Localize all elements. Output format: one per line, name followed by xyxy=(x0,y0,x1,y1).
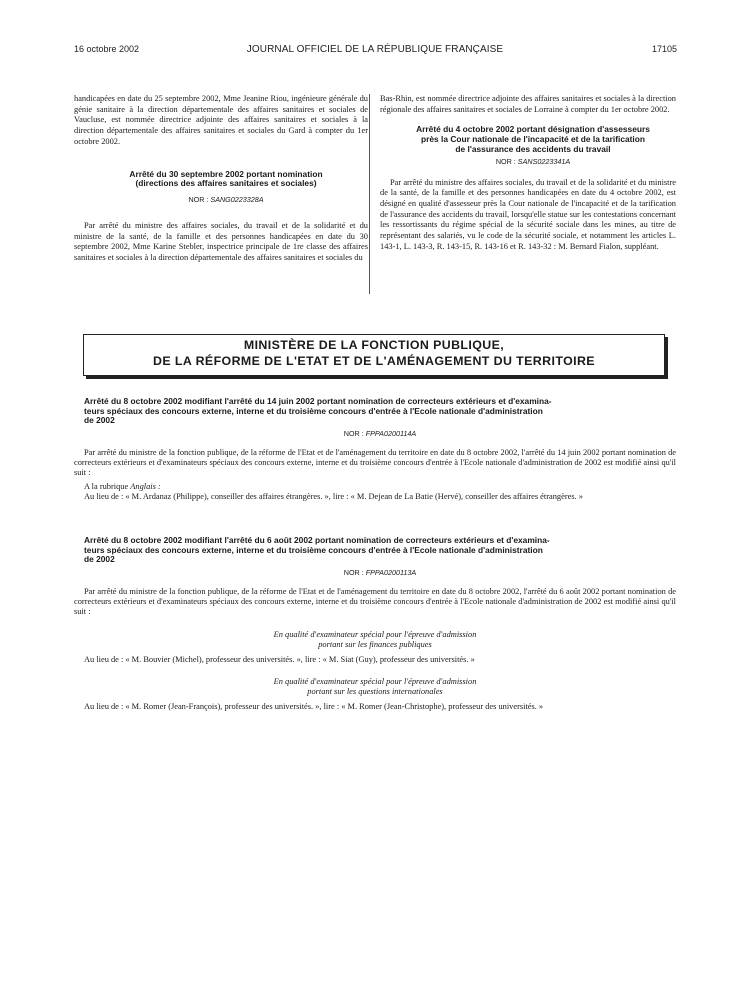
arrete-b-title-3: de 2002 xyxy=(84,554,115,565)
right-nor xyxy=(380,157,676,168)
left-arrete-title-2: (directions des affaires sanitaires et sociales) xyxy=(135,178,317,189)
arrete-a-paragraph-1: Par arrêté du ministre de la fonction publique, de la réforme de l'Etat et de l'aménagement du territoire en date du 8 octobre 2002, l'arrêté du 14 juin 2002 portant nomination de correcteurs extérieurs et d'examinateurs spéciaux des concours externe, interne et du troisième concours d'entrée à l'Ecole nationale d'administration de 2002 est modifié ainsi qu'il suit : xyxy=(74,447,676,478)
left-nor-code: SANG0223328A xyxy=(210,195,264,205)
arrete-b-italic-heading-1a: En qualité d'examinateur spécial pour l'épreuve d'admission xyxy=(273,629,477,639)
arrete-b-paragraph-2: Au lieu de : « M. Bouvier (Michel), professeur des universités. », lire : « M. Siat (Guy), professeur des universités. » xyxy=(84,654,475,664)
arrete-a-section xyxy=(74,397,676,502)
ministry-heading-line-1: MINISTÈRE DE LA FONCTION PUBLIQUE, xyxy=(243,338,505,352)
arrete-a-nor xyxy=(74,429,676,439)
arrete-b-italic-heading-2b: portant sur les questions internationales xyxy=(307,686,443,696)
right-column xyxy=(380,94,676,252)
header-title: JOURNAL OFFICIEL DE LA RÉPUBLIQUE FRANÇAISE xyxy=(246,44,504,55)
left-paragraph-1: handicapées en date du 25 septembre 2002, Mme Jeanine Riou, ingénieure générale du génie sanitaire à la direction départementale des affaires sanitaires et sociales de Vaucluse, est nommée directrice adjointe des affaires sanitaires et sociales à la direction départementale des affaires sanitaires et sociales du Gard à compter du 1er octobre 2002. xyxy=(74,94,368,146)
ministry-heading-box xyxy=(83,334,665,376)
left-nor-label: NOR : xyxy=(188,195,211,205)
arrete-a-rubrique-prefix: A la rubrique xyxy=(84,481,131,491)
left-column xyxy=(74,94,368,264)
arrete-b-nor-label: NOR : xyxy=(343,567,366,577)
right-arrete-title-2: près la Cour nationale de l'incapacité et de la tarification xyxy=(421,134,645,145)
arrete-a-title-3: de 2002 xyxy=(84,415,115,426)
arrete-a-paragraph-2: Au lieu de : « M. Ardanaz (Philippe), conseiller des affaires étrangères. », lire : « M. Dejean de La Batie (Hervé), conseiller des affaires étrangères. » xyxy=(84,491,583,501)
right-arrete-title-3: de l'assurance des accidents du travail xyxy=(455,144,611,154)
ministry-heading-line-2: DE LA RÉFORME DE L'ETAT ET DE L'AMÉNAGEMENT DU TERRITOIRE xyxy=(153,354,595,368)
arrete-b-section xyxy=(74,536,676,712)
right-nor-label: NOR : xyxy=(495,156,518,166)
left-paragraph-2: Par arrêté du ministre des affaires sociales, du travail et de la solidarité et du ministre de la santé, de la famille et des personnes handicapées en date du 30 septembre 2002, Mme Karine Stebler, inspectrice principale de 1re classe des affaires sanitaires et sociales à la direction départementale des affaires sanitaires et sociales du xyxy=(74,220,368,262)
right-arrete-title-1: Arrêté du 4 octobre 2002 portant désignation d'assesseurs xyxy=(416,124,650,135)
arrete-b-italic-heading-2a: En qualité d'examinateur spécial pour l'épreuve d'admission xyxy=(273,676,477,686)
arrete-b-italic-heading-1b: portant sur les finances publiques xyxy=(318,639,432,649)
arrete-a-rubrique-italic: Anglais : xyxy=(130,481,161,491)
header-page-number: 17105 xyxy=(651,44,677,54)
arrete-a-title-2: teurs spéciaux des concours externe, interne et du troisième concours d'entrée à l'Ecole nationale d'administration xyxy=(84,405,543,416)
right-paragraph-2: Par arrêté du ministre des affaires sociales, du travail et de la solidarité et du ministre de la santé, de la famille et des personnes handicapées en date du 4 octobre 2002, est désigné en qualité d'assesseur près la Cour nationale de l'incapacité et de la tarification de l'assurance des accidents du travail, lorsqu'elle statue sur les contestations concernant les ressortissants du régime spécial de la sécurité sociale dans les mines, au titre de représentant des salariés, vu le code de la sécurité sociale, et notamment les articles L. 143-1, L. 143-3, R. 143-15, R. 143-16 et R. 143-32 : M. Bernard Fialon, suppléant. xyxy=(380,177,676,251)
arrete-b-paragraph-3: Au lieu de : « M. Romer (Jean-François), professeur des universités. », lire : « M. Romer (Jean-Christophe), professeur des universités. » xyxy=(84,701,544,711)
left-arrete-title-1: Arrêté du 30 septembre 2002 portant nomination xyxy=(129,168,323,179)
arrete-b-title-1: Arrêté du 8 octobre 2002 modifiant l'arrêté du 6 août 2002 portant nomination de correcteurs extérieurs et d'examina- xyxy=(84,535,550,545)
column-divider xyxy=(369,94,370,294)
right-nor-code: SANS0223341A xyxy=(517,156,571,166)
left-nor xyxy=(74,195,368,206)
arrete-a-rubrique xyxy=(74,482,676,492)
arrete-b-nor xyxy=(74,568,676,578)
arrete-b-title-2: teurs spéciaux des concours externe, interne et du troisième concours d'entrée à l'Ecole nationale d'administration xyxy=(84,544,543,555)
header-date: 16 octobre 2002 xyxy=(74,44,140,54)
arrete-a-nor-label: NOR : xyxy=(343,428,366,438)
arrete-b-nor-code: FPPA0200113A xyxy=(365,567,417,577)
arrete-a-nor-code: FPPA0200114A xyxy=(365,428,417,438)
arrete-b-paragraph-1: Par arrêté du ministre de la fonction publique, de la réforme de l'Etat et de l'aménagement du territoire en date du 8 octobre 2002, l'arrêté du 6 août 2002 portant nomination de correcteurs extérieurs et d'examinateurs spéciaux des concours externe, interne et du troisième concours d'entrée à l'Ecole nationale d'administration de 2002 est modifié ainsi qu'il suit : xyxy=(74,586,676,617)
arrete-a-title-1: Arrêté du 8 octobre 2002 modifiant l'arrêté du 14 juin 2002 portant nomination de correcteurs extérieurs et d'examina- xyxy=(84,396,552,406)
right-paragraph-1: Bas-Rhin, est nommée directrice adjointe des affaires sanitaires et sociales à la direction régionale des affaires sanitaires et sociales de Lorraine à compter du 1er octobre 2002. xyxy=(380,94,676,114)
